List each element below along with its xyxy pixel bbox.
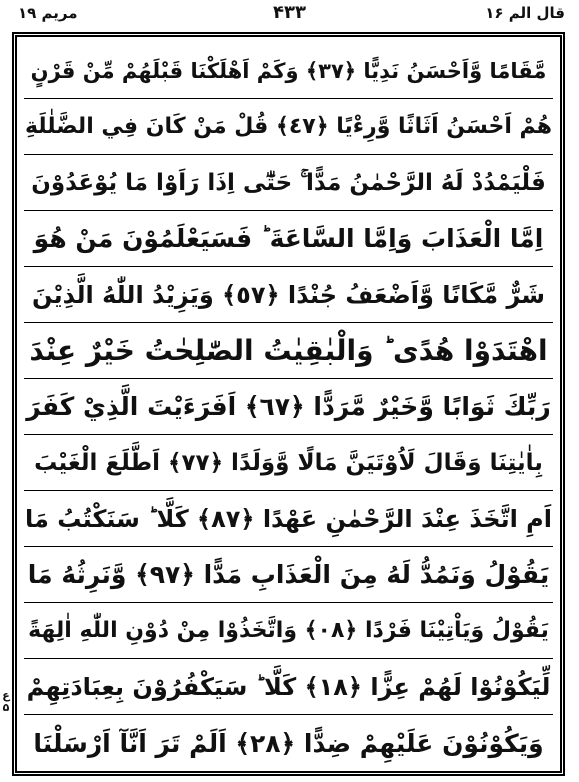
text-line-13: وَيَكُوْنُوْنَ عَلَيْهِمْ ضِدًّا ﴿٨٢﴾ اَلَمْ تَرَ اَنَّآ اَرْسَلْنَا xyxy=(33,728,544,758)
text-line-5: شَرٌّ مَّكَانًا وَّاَضْعَفُ جُنْدًا ﴿٧٥﴾ وَيَزِيْدُ اللّٰهُ الَّذِيْنَ xyxy=(24,267,553,323)
juz-name: قال الم ۱۶ xyxy=(485,4,565,22)
text-line-9: اَمِ اتَّخَذَ عِنْدَ الرَّحْمٰنِ عَهْدًا ﴿٧٨﴾ كَلَّا ؕ سَنَكْتُبُ مَا xyxy=(24,491,553,547)
ruku-marker: ع ۵ xyxy=(2,689,10,714)
text-line-4: اِمَّا الْعَذَابَ وَاِمَّا السَّاعَةَ ؕ فَسَيَعْلَمُوْنَ مَنْ هُوَ xyxy=(24,211,553,267)
text-line-1: مَّقَامًا وَّاَحْسَنُ نَدِيًّا ﴿٧٣﴾ وَكَمْ اَهْلَكْنَا قَبْلَهُمْ مِّنْ قَرْنٍ xyxy=(24,43,553,99)
page-number: ۴۳۳ xyxy=(273,2,306,23)
text-line-8: بِاٰيٰتِنَا وَقَالَ لَاُوْتَيَنَّ مَالًا وَّوَلَدًا ﴿٧٧﴾ اَطَّلَعَ الْغَيْبَ xyxy=(24,435,553,491)
text-line-7: رَبِّكَ ثَوَابًا وَّخَيْرٌ مَّرَدًّا ﴿٧٦﴾ اَفَرَءَيْتَ الَّذِيْ كَفَرَ xyxy=(24,379,553,435)
text-line-10: يَقُوْلُ وَنَمُدُّ لَهُ مِنَ الْعَذَابِ مَدًّا ﴿٧٩﴾ وَّنَرِثُهُ مَا xyxy=(24,547,553,603)
verse-lines xyxy=(24,43,553,765)
page-frame xyxy=(12,32,565,776)
surah-name: مریم ۱۹ xyxy=(18,4,78,22)
text-line-12: لِّيَكُوْنُوْا لَهُمْ عِزًّا ﴿٨١﴾ كَلَّا ؕ سَيَكْفُرُوْنَ بِعِبَادَتِهِمْ xyxy=(24,659,553,715)
text-line-6: اهْتَدَوْا هُدًى ؕ وَالْبٰقِيٰتُ الصّٰلِحٰتُ خَيْرٌ عِنْدَ xyxy=(24,323,553,379)
text-line-11: يَقُوْلُ وَيَاْتِيْنَا فَرْدًا ﴿٨٠﴾ وَاتَّخَذُوْا مِنْ دُوْنِ اللّٰهِ اٰلِهَةً xyxy=(24,603,553,659)
text-line-3: فَلْيَمْدُدْ لَهُ الرَّحْمٰنُ مَدًّا ۚ حَتّٰٓى اِذَا رَاَوْا مَا يُوْعَدُوْنَ xyxy=(24,155,553,211)
text-line-2: هُمْ اَحْسَنُ اَثَاثًا وَّرِءْيًا ﴿٧٤﴾ قُلْ مَنْ كَانَ فِي الضَّلٰلَةِ xyxy=(24,99,553,155)
page-header xyxy=(0,0,579,30)
